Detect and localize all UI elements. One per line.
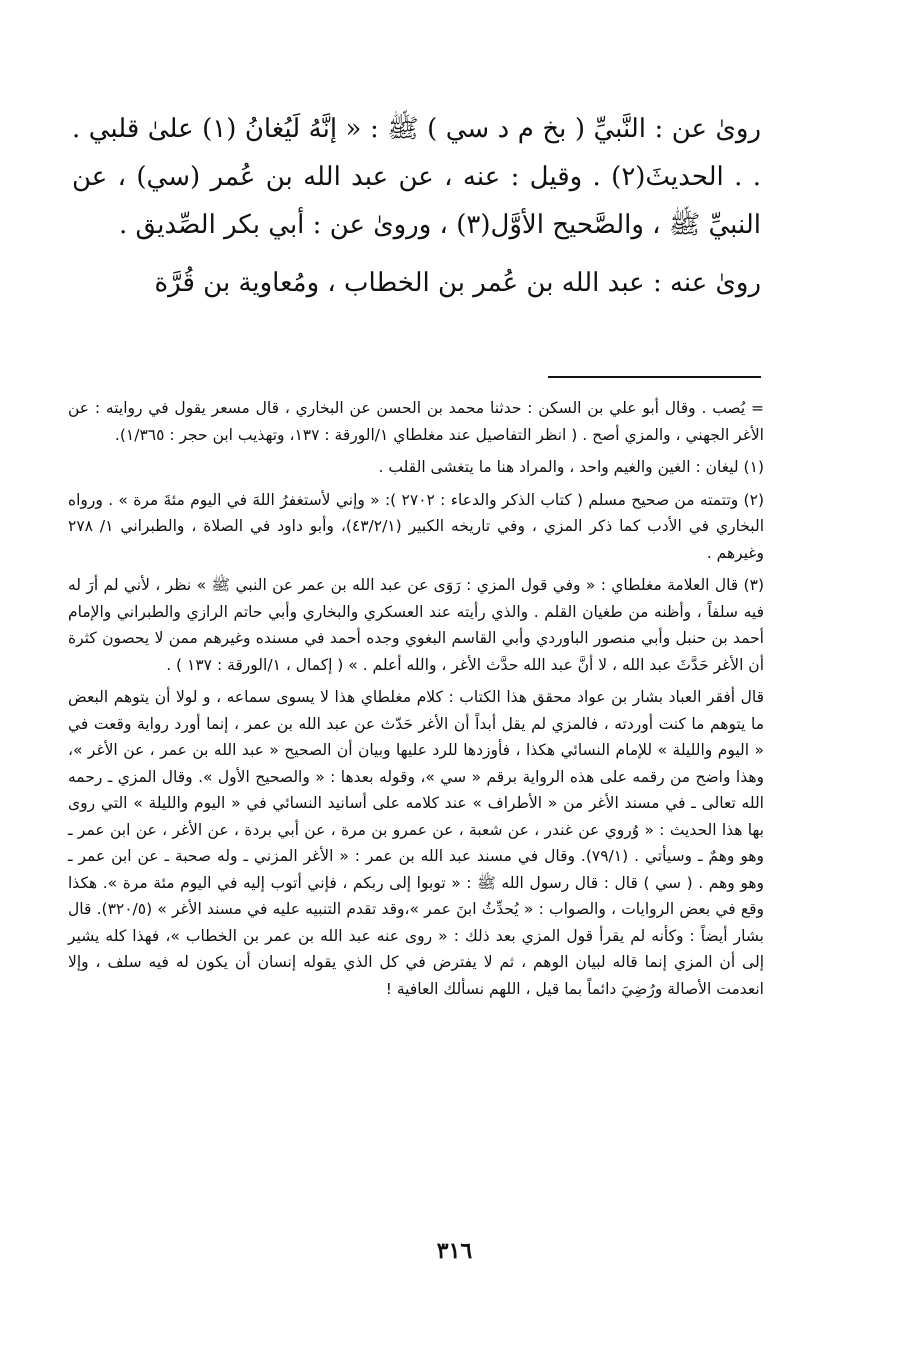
footnote-2: (٢) وتتمته من صحيح مسلم ( كتاب الذكر والدعاء : ٢٧٠٢ ): « وإني لأستغفرُ اللهَ في اليوم مئةَ مرة » . ورواه البخاري في الأدب كما ذكر المزي ، وفي تاريخه الكبير (٤٣/٢/١)، وأبو داود في الصلاة ، والطبراني ١/ ٢٧٨ وغيرهم . — [68, 490, 765, 562]
main-paragraph-narrated-from: روىٰ عن : النَّبيِّ ( بخ م د سي ) ﷺ : « إنَّهُ لَيُغانُ (١) علىٰ قلبي . . . الحديثَ(٢) . وقيل : عنه ، عن عبد الله بن عُمر (سي) ، عن النبيِّ ﷺ ، والصَّحيح الأوَّل(٣) ، وروىٰ عن : أبي بكر الصِّديق . — [72, 114, 762, 240]
footnote-continuation: = يُصب . وقال أبو علي بن السكن : حدثنا محمد بن الحسن عن البخاري ، قال مسعر يقول في روايته : عن الأغر الجهني ، والمزي أصح . ( انظر التفاصيل عند مغلطاي ١/الورقة : ١٣٧، وتهذيب ابن حجر : ١/٣٦٥). — [68, 399, 764, 444]
footnote-3: (٣) قال العلامة مغلطاي : « وفي قول المزي : رَوَى عن عبد الله بن عمر عن النبي ﷺ » نظر ، لأني لم أرَ له فيه سلفاً ، وأظنه من طغيان القلم . والذي رأيته عند العسكري والبخاري وأبي حاتم الرازي والطبراني والإمام أحمد بن حنبل وأبي منصور الباوردي وأبي القاسم البغوي وجده أحمد في مسنده وغيرهم ممن لا يحصون كثرة أن الأغر حَدَّثَ عبد الله ، لا أنَّ عبد الله حدَّث الأغر ، والله أعلم . » ( إكمال ، ١/الورقة : ١٣٧ ) . — [68, 576, 764, 674]
footnote-divider — [548, 376, 761, 378]
page-number: ٣١٦ — [436, 1238, 473, 1264]
main-text — [72, 105, 761, 307]
footnotes — [68, 395, 764, 1002]
footnote-3-commentary: قال أفقر العباد بشار بن عواد محقق هذا الكتاب : كلام مغلطاي هذا لا يسوى سماعه ، و لولا أن يتوهم البعض ما يتوهم ما كنت أوردته ، فالمزي لم يقل أبداً أن الأغر حَدّث عن عبد الله بن عمر ، إنما أورد رواية وقعت في « اليوم والليلة » للإمام النسائي هكذا ، فأوزدها للرد عليها وبيان أن الصحيح « عبد الله بن عمر ، عن الأغر »، وهذا واضح من رقمه على هذه الرواية برقم « سي »، وقوله بعدها : « والصحيح الأول ». وقال المزي ـ رحمه الله تعالى ـ في مسند الأغر من « الأطراف » عند كلامه على أسانيد النسائي في « اليوم والليلة » التي روى بها هذا الحديث : « وُروي عن غندر ، عن شعبة ، عن عمرو بن مرة ، عن أبي بردة ، عن الأغر ، عن ابن عمر ـ وهو وهمٌ ـ وسيأتي . (٧٩/١). وقال في مسند عبد الله بن عمر : « الأغر المزني ـ وله صحبة ـ عن ابن عمر ـ وهو وهم . ( سي ) قال : قال رسول الله ﷺ : « توبوا إلى ربكم ، فإني أتوب إليه في اليوم مئة مرة ». هكذا وقع في بعض الروايات ، والصواب : « يُحدِّثُ ابنَ عمر »،وقد تقدم التنبيه عليه في مسند الأغر » (٣٢٠/٥). قال بشار أيضاً : وكأنه لم يقرأ قول المزي بعد ذلك : « روى عنه عبد الله بن عمر بن الخطاب »، فهذا كله يشير إلى أن المزي إنما قاله لبيان الوهم ، ثم لا يفترض في كل الذي يقوله إنسان أن يكون له فيه سلف ، وإلا انعدمت الأصالة ورُضِيَ دائماً بما قيل ، اللهم نسألك العافية ! — [68, 688, 765, 998]
footnote-1: (١) ليغان : الغين والغيم واحد ، والمراد هنا ما يتغشى القلب . — [378, 458, 764, 476]
main-paragraph-narrated-by: روىٰ عنه : عبد الله بن عُمر بن الخطاب ، ومُعاوية بن قُرَّة — [154, 268, 761, 298]
